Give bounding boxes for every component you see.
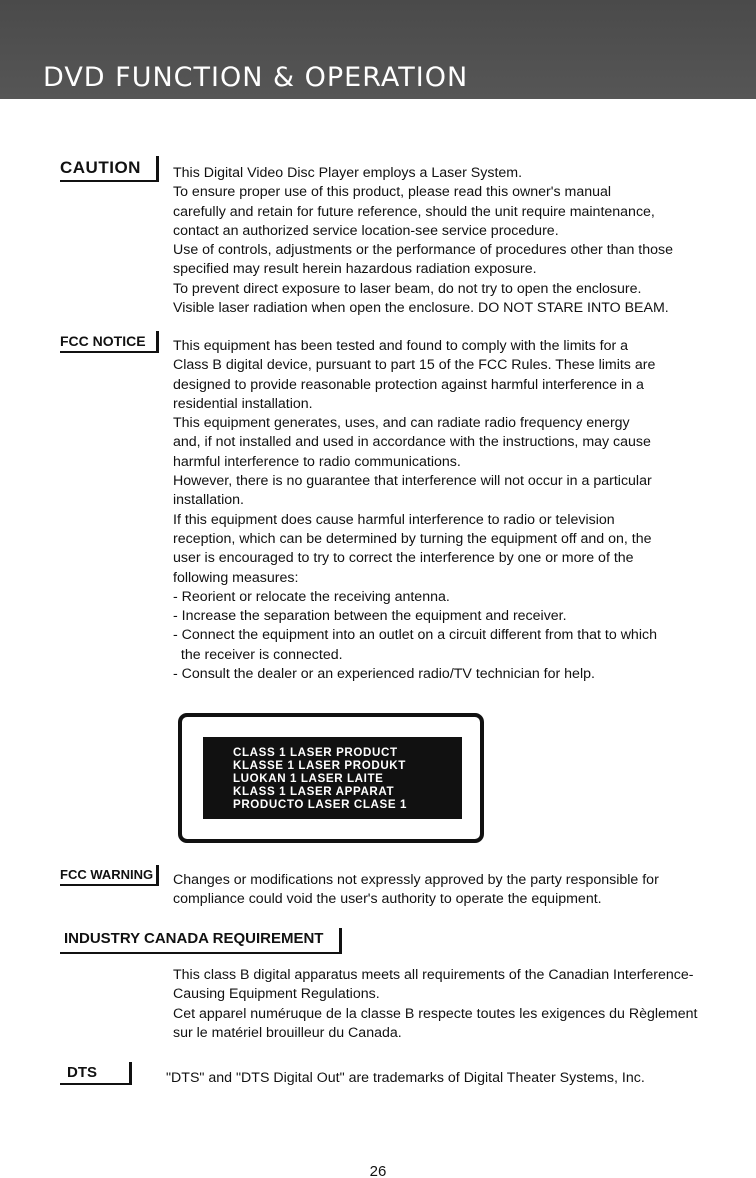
fcc-notice-line: user is encouraged to try to correct the interference by one or more of the	[173, 550, 634, 567]
fcc-warning-text	[173, 871, 659, 910]
fcc-notice-label	[60, 333, 159, 353]
dts-line: "DTS" and "DTS Digital Out" are trademarks of Digital Theater Systems, Inc.	[166, 1070, 645, 1086]
page-title: DVD FUNCTION & OPERATION	[43, 62, 469, 93]
industry-canada-text	[173, 966, 697, 1043]
fcc-notice-line: If this equipment does cause harmful interference to radio or television	[173, 511, 615, 528]
fcc-notice-label-text: FCC NOTICE	[60, 333, 146, 349]
dts-label	[60, 1064, 132, 1085]
industry-canada-label-text: INDUSTRY CANADA REQUIREMENT	[64, 930, 324, 947]
fcc-notice-line: designed to provide reasonable protection against harmful interference in a	[173, 376, 644, 393]
fcc-notice-line: - Consult the dealer or an experienced radio/TV technician for help.	[173, 666, 595, 683]
caution-label	[60, 158, 159, 182]
fcc-notice-line: residential installation.	[173, 395, 313, 412]
laser-label-line: CLASS 1 LASER PRODUCT	[233, 746, 398, 759]
caution-line: Visible laser radiation when open the enclosure. DO NOT STARE INTO BEAM.	[173, 300, 669, 317]
caution-line: specified may result herein hazardous radiation exposure.	[173, 261, 537, 278]
fcc-notice-line: - Connect the equipment into an outlet on a circuit different from that to which	[173, 627, 657, 644]
industry-canada-line: This class B digital apparatus meets all requirements of the Canadian Interference-	[173, 967, 694, 983]
fcc-notice-line: This equipment generates, uses, and can radiate radio frequency energy	[173, 415, 630, 432]
fcc-notice-line: This equipment has been tested and found to comply with the limits for a	[173, 338, 629, 354]
fcc-warning-line: compliance could void the user's authority to operate the equipment.	[173, 891, 602, 908]
fcc-notice-line: installation.	[173, 492, 244, 509]
fcc-notice-line: following measures:	[173, 569, 299, 586]
industry-canada-line: sur le matériel brouilleur du Canada.	[173, 1024, 402, 1041]
caution-line: To prevent direct exposure to laser beam, do not try to open the enclosure.	[173, 280, 642, 297]
caution-label-text: CAUTION	[60, 158, 141, 177]
fcc-notice-line: - Reorient or relocate the receiving antenna.	[173, 588, 450, 605]
laser-class-label-plate	[203, 737, 462, 819]
fcc-warning-label	[60, 867, 159, 886]
fcc-notice-text	[173, 337, 657, 684]
laser-label-line: LUOKAN 1 LASER LAITE	[233, 772, 384, 785]
fcc-notice-line: the receiver is connected.	[173, 646, 343, 663]
caution-line: This Digital Video Disc Player employs a Laser System.	[173, 165, 523, 181]
caution-line: To ensure proper use of this product, please read this owner's manual	[173, 184, 612, 201]
fcc-warning-line: Changes or modifications not expressly approved by the party responsible for	[173, 872, 659, 888]
industry-canada-line: Cet apparel numéruque de la classe B respecte toutes les exigences du Règlement	[173, 1005, 698, 1022]
fcc-notice-line: - Increase the separation between the equipment and receiver.	[173, 608, 567, 625]
fcc-notice-line: harmful interference to radio communications.	[173, 453, 461, 470]
industry-canada-line: Causing Equipment Regulations.	[173, 986, 380, 1003]
fcc-notice-line: reception, which can be determined by turning the equipment off and on, the	[173, 530, 652, 547]
caution-line: Use of controls, adjustments or the performance of procedures other than those	[173, 242, 673, 259]
fcc-warning-label-text: FCC WARNING	[60, 867, 154, 882]
fcc-notice-line: However, there is no guarantee that interference will not occur in a particular	[173, 473, 652, 490]
caution-text	[173, 164, 673, 318]
laser-class-label	[178, 713, 484, 843]
fcc-notice-line: Class B digital device, pursuant to part 15 of the FCC Rules. These limits are	[173, 357, 656, 374]
laser-label-line: KLASS 1 LASER APPARAT	[233, 785, 395, 798]
caution-line: carefully and retain for future reference, should the unit require maintenance,	[173, 203, 655, 220]
laser-label-line: KLASSE 1 LASER PRODUKT	[233, 759, 406, 772]
laser-label-line: PRODUCTO LASER CLASE 1	[233, 798, 408, 811]
dts-label-text: DTS	[67, 1064, 97, 1081]
industry-canada-label	[60, 930, 342, 954]
caution-line: contact an authorized service location-see service procedure.	[173, 222, 559, 239]
page-number: 26	[369, 1163, 387, 1178]
dts-text	[166, 1069, 645, 1088]
fcc-notice-line: and, if not installed and used in accordance with the instructions, may cause	[173, 434, 651, 451]
